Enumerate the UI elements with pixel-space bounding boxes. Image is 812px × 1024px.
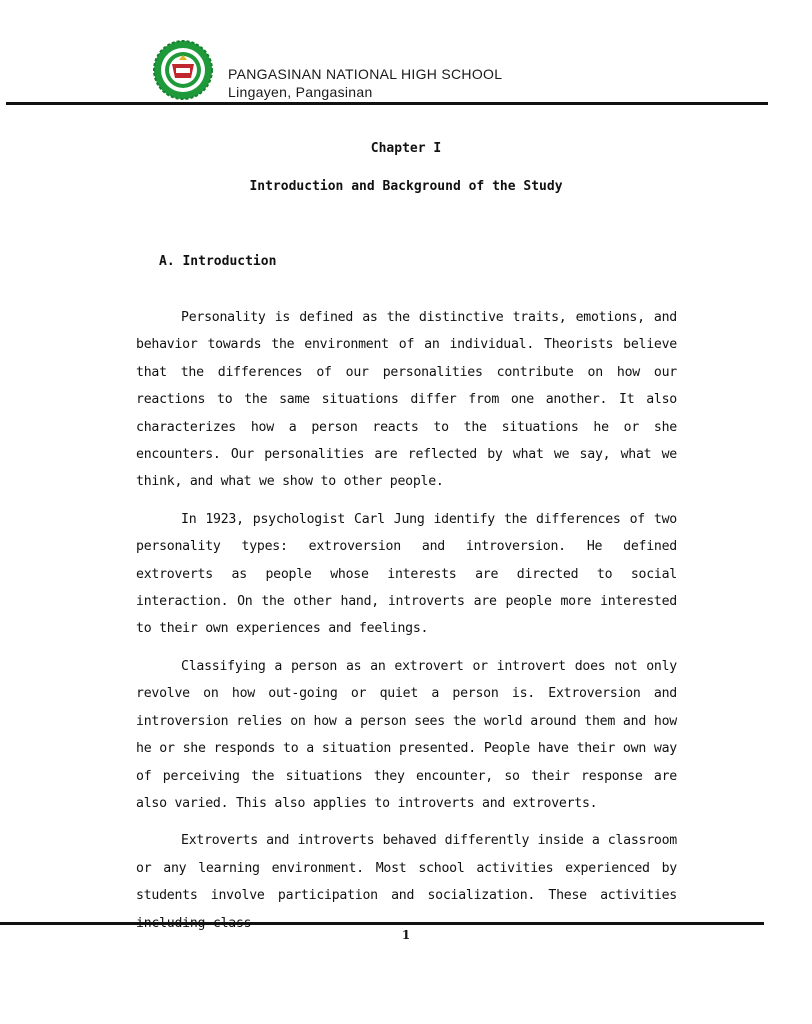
document-header	[0, 36, 768, 106]
school-seal-icon	[150, 40, 216, 100]
body-text	[136, 304, 677, 904]
paragraph: In 1923, psychologist Carl Jung identify the differences of two personality types: extroversion and introversion. He defined extroverts as people whose interests are directed to social interaction. On the other hand, introverts are people more interested to their own experiences and feelings.	[136, 511, 677, 637]
chapter-title: Chapter I	[370, 141, 442, 156]
seal-emblem-banner	[176, 68, 190, 73]
chapter-subtitle: Introduction and Background of the Study	[249, 179, 563, 194]
paragraph: Extroverts and introverts behaved differently inside a classroom or any learning environment. Most school activities experienced by students involve participation and socialization. These activities	[136, 833, 677, 904]
school-location: Lingayen, Pangasinan	[228, 84, 373, 100]
page-number: 1	[401, 928, 411, 942]
school-name: PANGASINAN NATIONAL HIGH SCHOOL	[228, 66, 503, 82]
header-divider	[6, 102, 768, 105]
section-heading: A. Introduction	[159, 254, 277, 269]
paragraph: Personality is defined as the distinctive traits, emotions, and behavior towards the environment of an individual. Theorists believe that the differences of our personalities contribute on how our reactions to the same situations differ from one another. It also characterizes how a person reacts to the situations he or she encounters. Our personalities are reflected by what we say, what we think, and what we show to other people.	[136, 310, 677, 490]
school-seal-graphic	[150, 40, 216, 100]
footer-divider	[0, 922, 764, 925]
paragraph: Classifying a person as an extrovert or introvert does not only revolve on how out-going or quiet a person is. Extroversion and introversion relies on how a person sees the world around them and how he or she responds to a situation presented. People have their own way of perceiving the situations they encounter, so their response are also varied. This also applies to introverts and extroverts.	[136, 658, 677, 811]
